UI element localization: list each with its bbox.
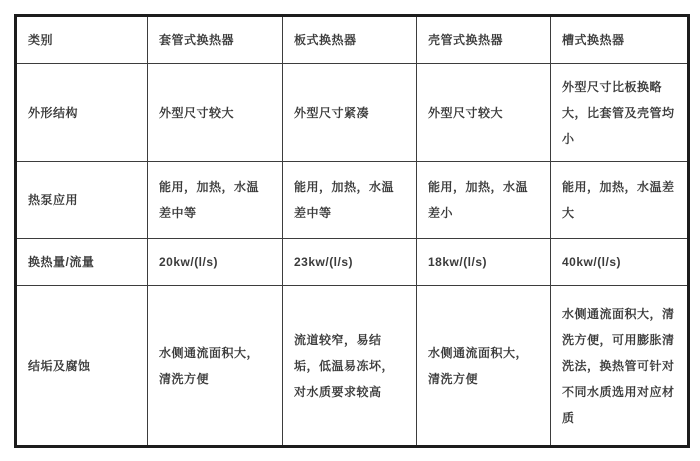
column-header-tank: 槽式换热器	[551, 16, 689, 64]
column-header-plate: 板式换热器	[283, 16, 417, 64]
table-cell: 能用，加热，水温差大	[551, 162, 689, 239]
table-cell: 能用，加热，水温差小	[417, 162, 551, 239]
column-header-tube-in-tube: 套管式换热器	[148, 16, 283, 64]
row-label-scaling-corrosion: 结垢及腐蚀	[16, 286, 148, 447]
table-cell: 水侧通流面积大，清洗方便，可用膨胀清洗法，换热管可针对不同水质选用对应材质	[551, 286, 689, 447]
table-cell: 外型尺寸比板换略大，比套管及壳管均小	[551, 64, 689, 162]
table-row-heat-flow	[16, 239, 689, 286]
row-label-shape: 外形结构	[16, 64, 148, 162]
table-cell: 水侧通流面积大，清洗方便	[417, 286, 551, 447]
table-row-shape	[16, 64, 689, 162]
table-cell: 40kw/(l/s)	[551, 239, 689, 286]
table-row-scaling-corrosion	[16, 286, 689, 447]
table-cell: 外型尺寸较大	[148, 64, 283, 162]
table-row-heat-pump-application	[16, 162, 689, 239]
table-cell: 水侧通流面积大，清洗方便	[148, 286, 283, 447]
column-header-shell-tube: 壳管式换热器	[417, 16, 551, 64]
row-label-heat-flow: 换热量/流量	[16, 239, 148, 286]
table-cell: 20kw/(l/s)	[148, 239, 283, 286]
heat-exchanger-comparison-table	[14, 14, 690, 448]
header-row	[16, 16, 689, 64]
column-header-category: 类别	[16, 16, 148, 64]
table-cell: 外型尺寸紧凑	[283, 64, 417, 162]
table-cell: 外型尺寸较大	[417, 64, 551, 162]
table-cell: 18kw/(l/s)	[417, 239, 551, 286]
table-cell: 能用，加热，水温差中等	[148, 162, 283, 239]
row-label-heat-pump-application: 热泵应用	[16, 162, 148, 239]
table-cell: 23kw/(l/s)	[283, 239, 417, 286]
table-cell: 能用，加热，水温差中等	[283, 162, 417, 239]
table-cell: 流道较窄，易结垢，低温易冻坏，对水质要求较高	[283, 286, 417, 447]
